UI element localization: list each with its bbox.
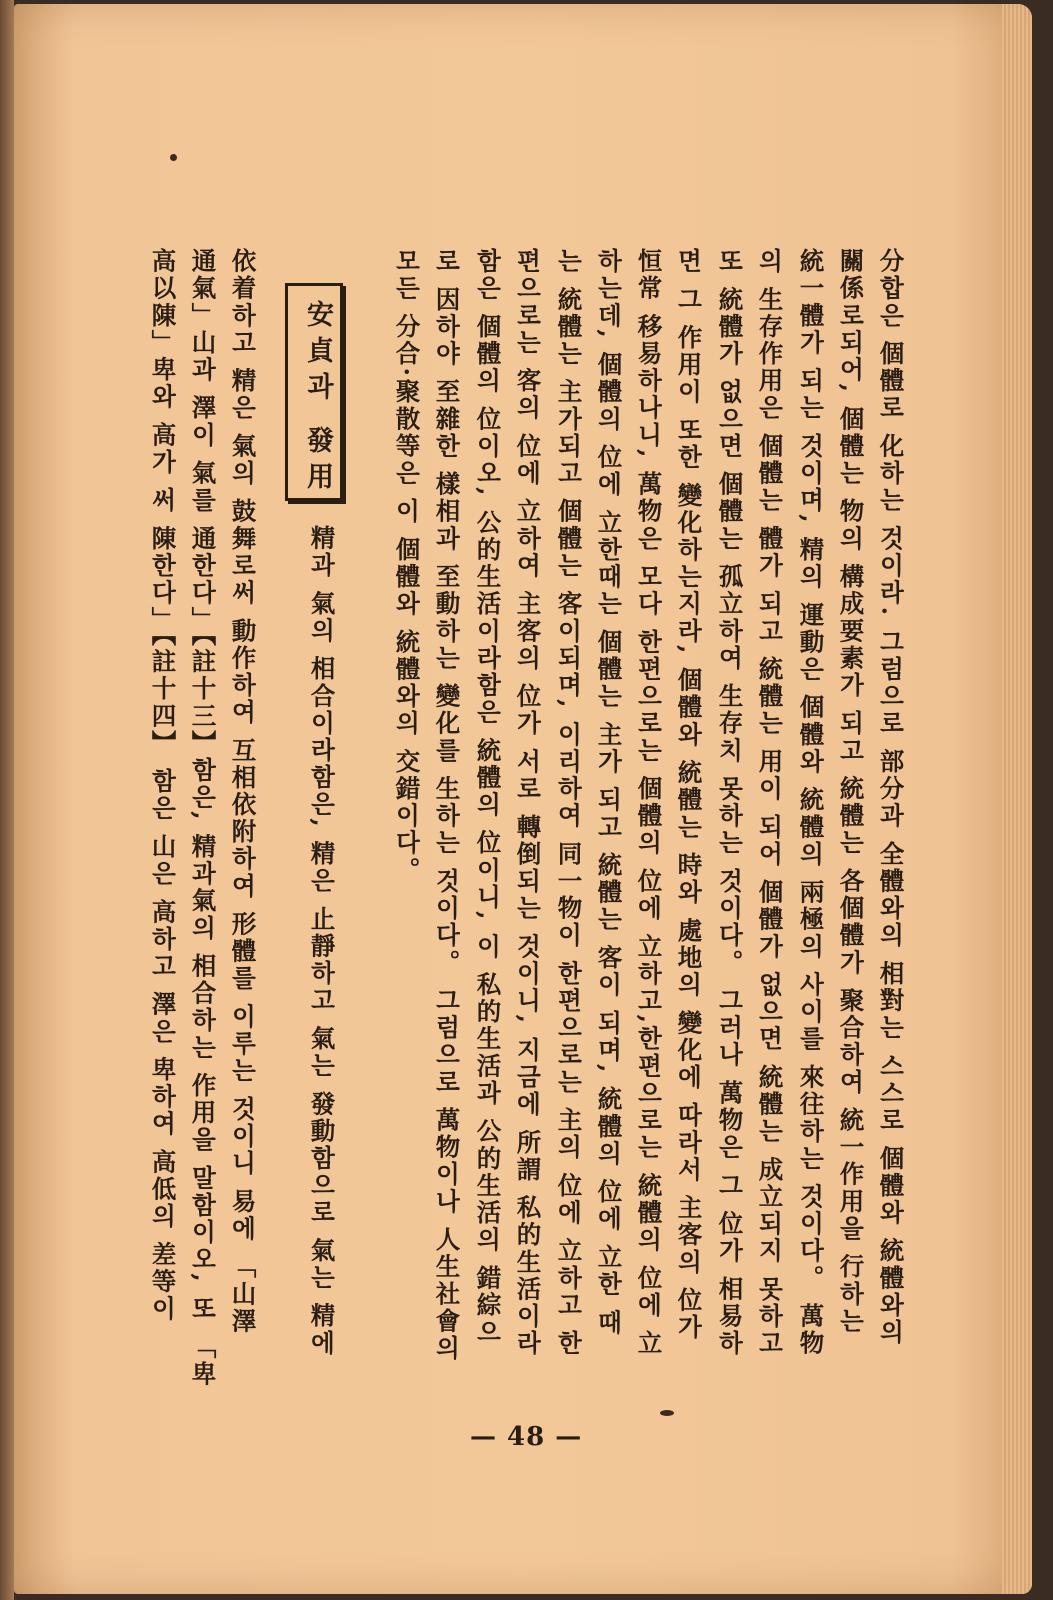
text-column-17: 高以陳」卑와 高가 써 陳한다」【註十四】 함은 山은 高하고 澤은 卑하여 高低의 差等이 [148,248,178,1323]
section-heading: 安貞과 發用 [302,300,333,499]
text-column-11: 함은 個體의 位이오, 公的生活이라함은 統體의 位이니, 이 私的生活과 公的生活의 錯綜으 [473,248,503,1347]
text-column-3: 統一體가 되는 것이며, 精의 運動은 個體와 統體의 兩極의 사이를 來往하는 것이다。 萬物 [796,248,826,1358]
page-number: — 48 — [470,1422,583,1452]
text-column-15: 依着하고 精은 氣의 鼓舞로써 動作하여 互相依附하여 形體를 이루는 것이니 易에 「山澤 [228,248,258,1335]
text-column-4: 의 生存作用은 個體는 體가 되고 統體는 用이 되어 個體가 없으면 統體는 成立되지 못하고 [755,248,785,1358]
text-column-7: 恒常 移易하나니, 萬物은 모다 한편으로는 個體의 位에 立하고,한편으로는 統體의 位에 立 [634,248,664,1358]
book-spine [0,0,14,1600]
text-column-16: 通氣」山과 澤이 氣를 通한다」【註十三】함은, 精과氣의 相合하는 作用을 말함이오, 또 「卑 [188,248,218,1388]
text-column-14: 精과 氣의 相合이라함은, 精은 止靜하고 氣는 發動함으로 氣는 精에 [307,525,337,1357]
page-edge [1002,4,1032,1594]
text-column-5: 또 統體가 없으면 個體는 孤立하여 生存치 못하는 것이다。 그러나 萬物은 그 位가 相易하 [715,248,745,1358]
text-column-8: 하는데, 個體의 位에 立한때는 個體는 主가 되고 統體는 客이 되며, 統體의 位에 立한 때 [594,248,624,1337]
text-column-6: 면 그 作用이 또한 變化하는지라, 個體와 統體는 時와 處地의 變化에 따라서 主客의 位가 [674,248,704,1342]
text-column-9: 는 統體는 主가되고 個體는 客이되며, 이리하여 同一物이 한편으로는 主의 位에 立하고 한 [554,248,584,1358]
text-column-13: 모든 分合·聚散等은 이 個體와 統體와의 交錯이다。 [392,248,422,884]
ink-spot [660,1410,674,1416]
text-column-2: 關係로되어, 個體는 物의 構成要素가 되고 統體는 各個體가 聚合하여 統一作用을 行하는 [836,248,866,1335]
text-column-10: 편으로는 客의 位에 立하여 主客의 位가 서로 轉倒되는 것이니, 지금에 所謂 私的生活이라 [513,248,543,1358]
text-column-12: 로 因하야 至雜한 樣相과 至動하는 變化를 生하는 것이다。 그럼으로 萬物이나 人生社會의 [432,248,462,1362]
ink-spot [170,154,177,161]
text-column-1: 分합은 個體로 化하는 것이라. 그럼으로 部分과 全體와의 相對는 스스로 個體와 統體와의 [876,248,906,1347]
